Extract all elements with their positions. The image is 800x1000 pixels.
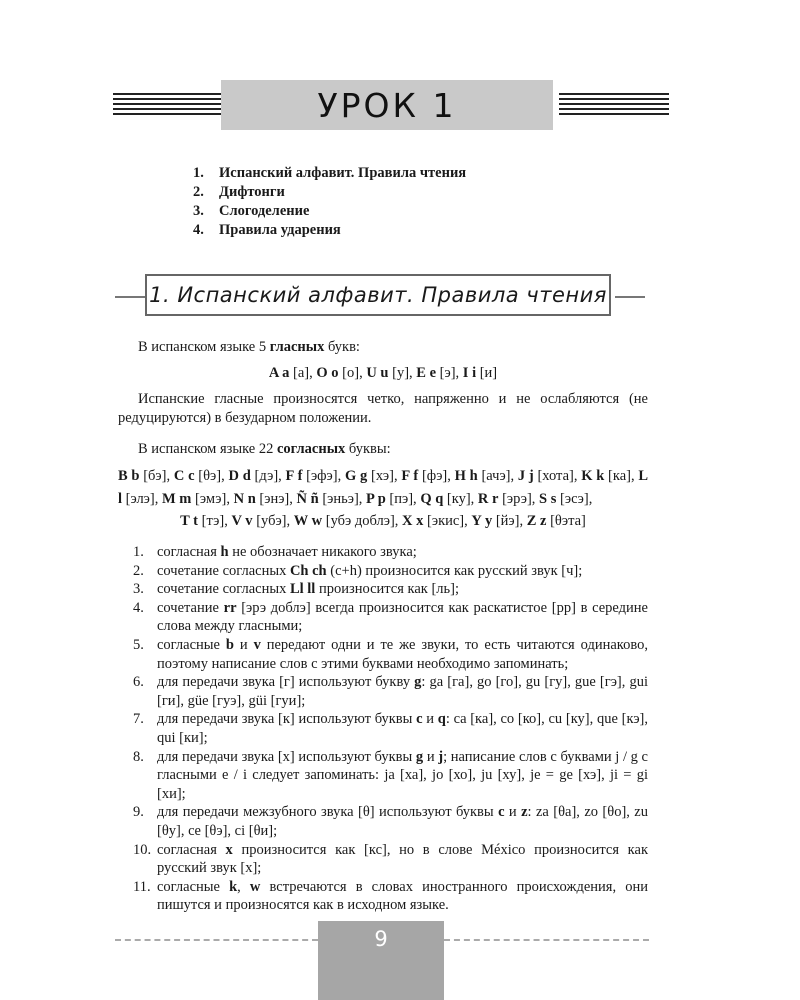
- rule-bold-term: rr: [223, 599, 237, 616]
- rule-bold-term: g: [415, 748, 424, 765]
- lesson-title: УРОК 1: [221, 80, 553, 130]
- rule-text: произносится как [ль];: [315, 581, 459, 598]
- consonant-name: [элэ],: [122, 490, 162, 507]
- rule-text: (c+h) произносится как русский звук [ч];: [326, 562, 583, 579]
- rule-text: встречаются в словах иностранного происхождения, они пишутся и произносятся как в исходном языке.: [157, 878, 648, 914]
- lesson-banner: [113, 80, 669, 130]
- consonant-name: [убэ],: [252, 513, 294, 529]
- vowels-list: [118, 364, 648, 383]
- vowels-note: Испанские гласные произносятся четко, напряженно и не ослабляются (не редуцируются) в безударном положении.: [118, 391, 648, 426]
- consonant-letter: J j: [517, 468, 534, 484]
- rule-text: и: [422, 711, 438, 728]
- rule-text: и: [504, 804, 522, 821]
- vowel-name: [о],: [338, 365, 367, 381]
- rule-text: сочетание согласных: [157, 581, 290, 598]
- consonant-name: [θэ],: [194, 468, 229, 484]
- consonant-letter: Y y: [471, 513, 493, 529]
- consonant-name: [пэ],: [385, 490, 421, 507]
- rule-item: [133, 878, 648, 915]
- contents-item: [193, 183, 466, 202]
- consonant-name: [ка],: [604, 468, 639, 484]
- consonant-letter: K k: [581, 468, 605, 484]
- page-footer: [0, 921, 800, 1000]
- consonant-letter: F f: [285, 468, 303, 484]
- contents-number: 3.: [193, 203, 204, 219]
- consonant-letter: D d: [228, 468, 251, 484]
- rule-item: [133, 803, 648, 840]
- consonant-letter: L l: [118, 468, 649, 507]
- rule-bold-term: z: [521, 804, 528, 821]
- consonant-name: [бэ],: [139, 468, 174, 484]
- consonant-name: [хэ],: [367, 468, 402, 484]
- consonant-name: [йэ],: [492, 513, 527, 529]
- section-rule-left: [115, 296, 145, 298]
- rule-bold-term: g: [414, 674, 422, 691]
- consonant-letter: F f: [401, 468, 419, 484]
- footer-dash-right: [444, 939, 649, 941]
- rule-item: [133, 636, 648, 673]
- section-title: 1. Испанский алфавит. Правила чтения: [145, 274, 611, 316]
- rule-item: [133, 580, 648, 599]
- consonant-name: [эмэ],: [191, 490, 234, 507]
- rule-number: 10.: [133, 841, 152, 858]
- consonant-letter: X x: [402, 513, 424, 529]
- contents-number: 1.: [193, 165, 204, 181]
- rule-bold-term: c: [416, 711, 423, 728]
- rule-bold-term: q: [437, 711, 446, 728]
- rule-text: согласные: [157, 636, 226, 653]
- section-header: [115, 274, 645, 320]
- rule-bold-term: Ll ll: [289, 581, 316, 598]
- consonant-letter: S s: [539, 490, 557, 507]
- rule-item: [133, 562, 648, 581]
- consonant-name: [эфэ],: [302, 468, 345, 484]
- lesson-contents: [193, 164, 466, 240]
- rule-text: согласная: [157, 544, 221, 560]
- consonant-letter: Q q: [420, 490, 444, 507]
- rule-bold-term: j: [438, 748, 444, 765]
- consonant-name: [тэ],: [198, 513, 232, 529]
- reading-rules-list: [133, 543, 648, 915]
- page-number: 9: [318, 921, 444, 1000]
- vowels-intro: В испанском языке 5 гласных букв:: [138, 339, 360, 355]
- consonant-letter: P p: [366, 490, 386, 507]
- rule-number: 8.: [133, 748, 144, 765]
- consonant-name: [θэта]: [546, 513, 586, 529]
- section-rule-right: [615, 296, 645, 298]
- rule-text: ,: [237, 878, 250, 895]
- consonant-letter: Z z: [526, 513, 547, 529]
- vowel-letter: U u: [366, 365, 389, 381]
- consonant-name: [фэ],: [418, 468, 455, 484]
- rule-number: 2.: [133, 562, 144, 579]
- consonants-intro: В испанском языке 22 согласных буквы:: [138, 441, 391, 457]
- contents-number: 4.: [193, 222, 204, 238]
- consonant-name: [хота],: [533, 468, 582, 484]
- consonant-letter: Ñ ñ: [296, 490, 319, 507]
- banner-lines-left: [113, 93, 223, 117]
- consonant-letter: W w: [293, 513, 323, 529]
- rule-number: 4.: [133, 599, 144, 616]
- footer-dash-left: [115, 939, 318, 941]
- rule-text: : ga [га], go [го], gu [гу], gue [гэ], gui [ги], güe [гуэ], güi [гуи];: [157, 674, 648, 709]
- rule-text: для передачи звука [г] используют букву: [157, 674, 415, 691]
- vowel-name: [а],: [289, 365, 317, 381]
- consonant-letter: R r: [477, 490, 499, 507]
- rule-text: сочетание: [157, 599, 224, 616]
- rule-text: : za [θа], zo [θо], zu [θу], ce [θэ], ci [θи];: [157, 804, 648, 839]
- consonant-letter: M m: [161, 490, 192, 507]
- contents-text: Дифтонги: [219, 184, 285, 200]
- rule-bold-term: v: [253, 636, 261, 653]
- rule-item: [133, 543, 648, 562]
- rule-text: и: [233, 636, 254, 653]
- rule-text: не обозначает никакого звука;: [228, 544, 417, 560]
- contents-item: [193, 221, 466, 240]
- contents-text: Испанский алфавит. Правила чтения: [219, 165, 467, 181]
- rule-text: для передачи звука [х] используют буквы: [157, 748, 416, 765]
- consonant-letter: B b: [118, 468, 140, 484]
- consonant-letter: V v: [231, 513, 253, 529]
- rule-bold-term: Ch ch: [289, 562, 327, 579]
- consonant-name: [ачэ],: [477, 468, 518, 484]
- contents-item: [193, 164, 466, 183]
- rule-bold-term: x: [225, 841, 233, 858]
- rule-number: 9.: [133, 804, 144, 821]
- rule-number: 3.: [133, 581, 144, 598]
- consonant-name: [дэ],: [250, 468, 286, 484]
- rule-item: [133, 599, 648, 636]
- vowel-name: [э],: [436, 365, 463, 381]
- banner-lines-right: [559, 93, 669, 117]
- rule-bold-term: b: [225, 636, 234, 653]
- vowel-letter: I i: [462, 365, 477, 381]
- rule-text: [эрэ доблэ] всегда произносится как раскатистое [рр] в середине слова между гласными;: [157, 599, 648, 635]
- rule-text: и: [423, 748, 439, 765]
- rule-number: 7.: [133, 711, 144, 728]
- rule-number: 6.: [133, 674, 144, 691]
- rule-bold-term: w: [249, 878, 261, 895]
- consonant-name: [эрэ],: [498, 490, 540, 507]
- consonant-letter: G g: [344, 468, 368, 484]
- rule-bold-term: c: [498, 804, 505, 821]
- consonant-name: [экис],: [423, 513, 472, 529]
- rule-text: согласные: [157, 878, 230, 895]
- rule-text: сочетание согласных: [157, 562, 290, 579]
- rule-number: 5.: [133, 636, 144, 653]
- consonant-name: [ку],: [443, 490, 478, 507]
- vowel-name: [и]: [476, 365, 498, 381]
- rule-text: : ca [ка], co [ко], cu [ку], que [кэ], qui [ки];: [157, 711, 649, 746]
- consonant-letter: T t: [180, 513, 198, 529]
- consonant-name: [энэ],: [255, 490, 297, 507]
- consonant-name: [убэ доблэ],: [322, 513, 403, 529]
- consonant-letter: N n: [233, 490, 256, 507]
- consonant-letter: H h: [454, 468, 478, 484]
- contents-item: [193, 202, 466, 221]
- rule-item: [133, 673, 648, 710]
- rule-text: для передачи звука [к] используют буквы: [157, 711, 417, 728]
- consonant-name: [эсэ],: [556, 490, 593, 507]
- vowel-letter: O o: [316, 365, 339, 381]
- rule-text: ; написание слов с буквами j / g с гласными e / i следует запоминать: ja [ха], jo [хо], ju [ху], je = ge [хэ], ji = gi [хи];: [157, 748, 648, 802]
- rule-number: 11.: [133, 878, 151, 895]
- rule-number: 1.: [133, 544, 144, 560]
- vowel-letter: A a: [268, 365, 290, 381]
- consonant-letter: C c: [173, 468, 195, 484]
- rule-text: передают одни и те же звуки, то есть читаются одинаково, поэтому написание слов с этими буквами необходимо запоминать;: [157, 636, 648, 672]
- contents-text: Слогоделение: [219, 203, 310, 219]
- contents-number: 2.: [193, 184, 204, 200]
- consonant-name: [эньэ],: [318, 490, 367, 507]
- vowel-letter: E e: [416, 365, 437, 381]
- rule-text: согласная: [157, 841, 226, 858]
- rule-item: [133, 748, 648, 804]
- contents-text: Правила ударения: [219, 222, 341, 238]
- rule-bold-term: h: [220, 544, 229, 560]
- rule-text: произносится как [кс], но в слове México произносится как русский звук [х];: [157, 841, 648, 877]
- vowel-name: [у],: [388, 365, 417, 381]
- rule-item: [133, 710, 648, 747]
- consonants-list: [118, 465, 648, 533]
- rule-text: для передачи межзубного звука [θ] используют буквы: [157, 804, 499, 821]
- rule-item: [133, 841, 648, 878]
- rule-bold-term: k: [229, 878, 238, 895]
